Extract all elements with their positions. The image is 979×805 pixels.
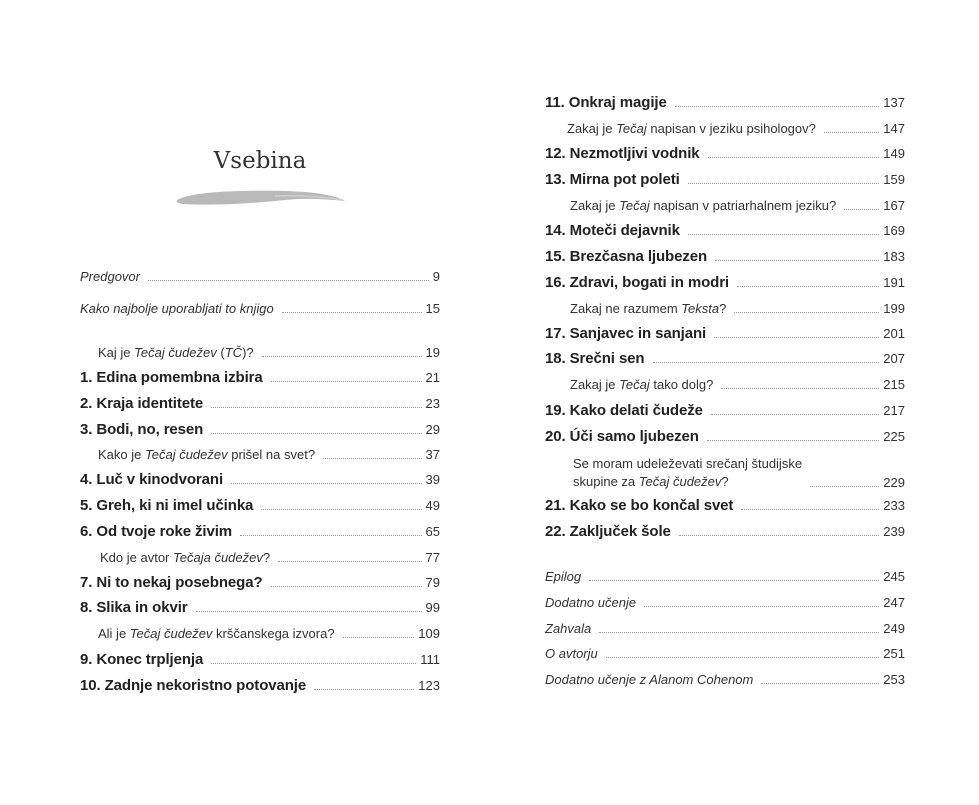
entry-title-text: 12. Nezmotljivi vodnik xyxy=(545,145,700,162)
entry-title-text: Ali je xyxy=(98,626,130,641)
entry-title xyxy=(545,621,591,637)
entry-title-text: 22. Zaključek šole xyxy=(545,523,671,540)
entry-title-line1: Se moram udeleževati srečanj študijske xyxy=(573,456,803,471)
entry-title-text: Zahvala xyxy=(545,621,592,636)
dot-leader xyxy=(262,356,422,357)
page-number: 191 xyxy=(883,275,905,290)
toc-chapter-entry[interactable] xyxy=(80,396,440,412)
toc-chapter-entry[interactable] xyxy=(545,275,905,291)
entry-title-italic: Tečaj čudežev xyxy=(638,474,722,489)
toc-chapter-entry[interactable] xyxy=(80,370,440,386)
dot-leader xyxy=(278,561,421,562)
page-number: 217 xyxy=(883,403,905,418)
dot-leader xyxy=(282,312,422,313)
entry-title-text: 3. Bodi, no, resen xyxy=(80,421,204,438)
page-number: 137 xyxy=(883,95,905,110)
dot-leader xyxy=(323,458,421,459)
page-number: 37 xyxy=(425,447,440,462)
entry-title xyxy=(80,396,203,412)
entry-title xyxy=(80,498,253,514)
page-number: 239 xyxy=(883,524,905,539)
toc-chapter-entry[interactable] xyxy=(80,600,440,616)
page-number: 149 xyxy=(883,146,905,161)
entry-title-text: 10. Zadnje nekoristno potovanje xyxy=(80,677,307,694)
entry-title-text: Kdo je avtor xyxy=(100,550,173,565)
toc-section-entry[interactable] xyxy=(545,595,905,611)
dot-leader xyxy=(715,260,879,261)
entry-title xyxy=(80,575,263,591)
dot-leader xyxy=(741,509,879,510)
page-number: 123 xyxy=(418,678,440,693)
entry-title-text: 5. Greh, ki ni imel učinka xyxy=(80,497,254,514)
entry-title-text: Zakaj je xyxy=(570,198,620,213)
dot-leader xyxy=(231,483,421,484)
dot-leader xyxy=(644,606,879,607)
dot-leader xyxy=(606,657,880,658)
entry-title-text: 6. Od tvoje roke živim xyxy=(80,523,233,540)
toc-chapter-entry[interactable] xyxy=(80,575,440,591)
toc-chapter-entry[interactable] xyxy=(545,429,905,445)
toc-chapter-entry[interactable] xyxy=(545,95,905,111)
dot-leader xyxy=(737,286,879,287)
entry-title xyxy=(545,223,680,239)
toc-chapter-entry[interactable] xyxy=(80,498,440,514)
page-number: 207 xyxy=(883,351,905,366)
entry-title xyxy=(80,301,274,317)
entry-title xyxy=(80,422,203,438)
entry-title-text: 11. Onkraj magije xyxy=(545,94,667,111)
entry-title-text: Predgovor xyxy=(80,269,140,284)
page-number: 225 xyxy=(883,429,905,444)
entry-title xyxy=(545,429,699,445)
dot-leader xyxy=(211,663,416,664)
entry-title-text: 7. Ni to nekaj posebnega? xyxy=(80,574,263,591)
toc-section-entry[interactable] xyxy=(545,569,905,585)
dot-leader xyxy=(824,132,879,133)
entry-title xyxy=(570,198,836,214)
toc-subsection-entry[interactable] xyxy=(573,455,905,491)
toc-chapter-entry[interactable] xyxy=(545,403,905,419)
page-number: 77 xyxy=(425,550,440,565)
entry-title xyxy=(80,600,188,616)
toc-section-entry[interactable] xyxy=(545,621,905,637)
entry-title-text: 2. Kraja identitete xyxy=(80,395,204,412)
toc-section-entry[interactable] xyxy=(80,301,440,317)
entry-title-italic: Tečaj čudežev xyxy=(129,626,213,641)
dot-leader xyxy=(734,312,879,313)
entry-title xyxy=(98,626,335,642)
dot-leader xyxy=(721,388,879,389)
entry-title-text: 1. Edina pomembna izbira xyxy=(80,369,263,386)
entry-title xyxy=(570,377,713,393)
entry-title-text: ( xyxy=(216,345,225,360)
page-number: 251 xyxy=(883,646,905,661)
page-number: 247 xyxy=(883,595,905,610)
entry-title-text: Dodatno učenje z Alanom Cohenom xyxy=(545,672,754,687)
entry-title-text: 21. Kako se bo končal svet xyxy=(545,497,734,514)
toc-subsection-entry[interactable] xyxy=(567,121,905,137)
page-number: 79 xyxy=(425,575,440,590)
entry-title xyxy=(545,351,645,367)
page-title: Vsebina xyxy=(213,148,307,174)
entry-title-text: 17. Sanjavec in sanjani xyxy=(545,325,707,342)
dot-leader xyxy=(599,632,879,633)
entry-title xyxy=(545,524,671,540)
toc-chapter-entry[interactable] xyxy=(545,172,905,188)
entry-title-text: Zakaj je xyxy=(567,121,617,136)
toc-section-entry[interactable] xyxy=(545,646,905,662)
entry-title xyxy=(80,524,232,540)
page-number: 201 xyxy=(883,326,905,341)
dot-leader xyxy=(761,683,879,684)
page-number: 49 xyxy=(425,498,440,513)
toc-chapter-entry[interactable] xyxy=(80,472,440,488)
entry-title xyxy=(545,403,703,419)
entry-title-text: Epilog xyxy=(545,569,582,584)
entry-title-text: Zakaj ne razumem xyxy=(570,301,682,316)
page-number: 245 xyxy=(883,569,905,584)
dot-leader xyxy=(688,234,879,235)
dot-leader xyxy=(589,580,879,581)
toc-subsection-entry[interactable] xyxy=(100,550,440,566)
dot-leader xyxy=(314,689,414,690)
toc-subsection-entry[interactable] xyxy=(570,198,905,214)
toc-section-entry[interactable] xyxy=(80,269,440,285)
toc-chapter-entry[interactable] xyxy=(545,146,905,162)
entry-title-text: 16. Zdravi, bogati in modri xyxy=(545,274,729,291)
toc-chapter-entry[interactable] xyxy=(545,524,905,540)
entry-title-text: 4. Luč v kinodvorani xyxy=(80,471,224,488)
page-number: 99 xyxy=(425,600,440,615)
dot-leader xyxy=(688,183,880,184)
page-number: 65 xyxy=(425,524,440,539)
entry-title xyxy=(100,550,270,566)
dot-leader xyxy=(240,535,422,536)
entry-title-text: 8. Slika in okvir xyxy=(80,599,188,616)
page-number: 19 xyxy=(425,345,440,360)
page-number: 39 xyxy=(425,472,440,487)
page-number: 253 xyxy=(883,672,905,687)
dot-leader xyxy=(679,535,880,536)
entry-title xyxy=(545,672,753,688)
dot-leader xyxy=(271,381,422,382)
dot-leader xyxy=(196,611,422,612)
entry-title-italic: Teksta xyxy=(681,301,720,316)
toc-chapter-entry[interactable] xyxy=(545,351,905,367)
entry-title xyxy=(545,646,598,662)
entry-title-text: 19. Kako delati čudeže xyxy=(545,402,703,419)
entry-title-text: 18. Srečni sen xyxy=(545,350,645,367)
page-number: 111 xyxy=(420,652,440,667)
entry-title-text: Kako je xyxy=(98,447,145,462)
page-number: 159 xyxy=(883,172,905,187)
page-number: 9 xyxy=(432,269,440,284)
entry-title xyxy=(545,95,667,111)
entry-title xyxy=(545,275,729,291)
page-number: 29 xyxy=(425,422,440,437)
entry-title-text: tako dolg? xyxy=(649,377,714,392)
entry-title-italic: Tečaja čudežev xyxy=(173,550,263,565)
dot-leader xyxy=(708,157,880,158)
entry-title-italic: Tečaj xyxy=(619,377,650,392)
entry-title-text: prišel na svet? xyxy=(227,447,316,462)
entry-title-text: O avtorju xyxy=(545,646,598,661)
toc-chapter-entry[interactable] xyxy=(545,249,905,265)
entry-title-text: krščanskega izvora? xyxy=(212,626,335,641)
entry-title xyxy=(545,595,636,611)
toc-subsection-entry[interactable] xyxy=(570,377,905,393)
toc-chapter-entry[interactable] xyxy=(545,326,905,342)
dot-leader xyxy=(707,440,880,441)
page-number: 215 xyxy=(883,377,905,392)
dot-leader xyxy=(714,337,879,338)
page-number: 21 xyxy=(425,370,440,385)
toc-chapter-entry[interactable] xyxy=(80,422,440,438)
page-number: 229 xyxy=(883,475,905,490)
toc-subsection-entry[interactable] xyxy=(98,447,440,463)
page-number: 233 xyxy=(883,498,905,513)
entry-title-italic: Tečaj xyxy=(616,121,647,136)
dot-leader xyxy=(211,433,421,434)
dot-leader xyxy=(711,414,879,415)
dot-leader xyxy=(675,106,880,107)
brush-stroke-decoration xyxy=(175,187,347,209)
entry-title-text: ? xyxy=(262,550,271,565)
entry-title-text: ? xyxy=(721,474,729,489)
entry-title-italic: TČ xyxy=(224,345,243,360)
toc-chapter-entry[interactable] xyxy=(80,524,440,540)
entry-title xyxy=(545,172,680,188)
entry-title-text: Zakaj je xyxy=(570,377,620,392)
page-number: 169 xyxy=(883,223,905,238)
entry-title-italic: Tečaj čudežev xyxy=(134,345,217,360)
page-number: 183 xyxy=(883,249,905,264)
entry-title-text: 14. Moteči dejavnik xyxy=(545,222,680,239)
page-number: 167 xyxy=(883,198,905,213)
page-number: 109 xyxy=(418,626,440,641)
toc-subsection-entry[interactable] xyxy=(98,626,440,642)
entry-title-text: skupine za xyxy=(573,474,639,489)
entry-title xyxy=(98,447,315,463)
entry-title xyxy=(80,652,203,668)
page-number: 199 xyxy=(883,301,905,316)
entry-title xyxy=(80,370,263,386)
entry-title-text: napisan v jeziku psihologov? xyxy=(646,121,816,136)
entry-title-text: 20. Úči samo ljubezen xyxy=(545,428,699,445)
entry-title xyxy=(570,301,726,317)
toc-subsection-entry[interactable] xyxy=(98,345,440,361)
entry-title xyxy=(573,455,802,491)
entry-title-text: Kako najbolje uporabljati to knjigo xyxy=(80,301,274,316)
entry-title xyxy=(545,249,707,265)
entry-title xyxy=(567,121,816,137)
entry-title xyxy=(545,326,706,342)
entry-title xyxy=(545,498,733,514)
entry-title-italic: Tečaj čudežev xyxy=(144,447,228,462)
entry-title-text: )? xyxy=(242,345,254,360)
dot-leader xyxy=(271,586,422,587)
toc-chapter-entry[interactable] xyxy=(545,498,905,514)
entry-title-text: napisan v patriarhalnem jeziku? xyxy=(649,198,837,213)
entry-title xyxy=(80,269,140,285)
dot-leader xyxy=(343,637,415,638)
page-number: 15 xyxy=(425,301,440,316)
entry-title xyxy=(545,569,581,585)
toc-chapter-entry[interactable] xyxy=(545,223,905,239)
entry-title-italic: Tečaj xyxy=(619,198,650,213)
dot-leader xyxy=(261,509,421,510)
page-number: 23 xyxy=(425,396,440,411)
dot-leader xyxy=(810,486,879,487)
toc-subsection-entry[interactable] xyxy=(570,301,905,317)
entry-title-text: Dodatno učenje xyxy=(545,595,637,610)
entry-title xyxy=(80,472,223,488)
entry-title xyxy=(545,146,700,162)
entry-title-text: 13. Mirna pot poleti xyxy=(545,171,680,188)
toc-chapter-entry[interactable] xyxy=(80,678,440,694)
dot-leader xyxy=(211,407,421,408)
page-number: 249 xyxy=(883,621,905,636)
page-number: 147 xyxy=(883,121,905,136)
entry-title-text: ? xyxy=(719,301,727,316)
entry-title-text: 9. Konec trpljenja xyxy=(80,651,204,668)
dot-leader xyxy=(148,280,429,281)
entry-title-text: 15. Brezčasna ljubezen xyxy=(545,248,708,265)
entry-title-text: Kaj je xyxy=(98,345,135,360)
entry-title xyxy=(80,678,306,694)
toc-section-entry[interactable] xyxy=(545,672,905,688)
entry-title xyxy=(98,345,254,361)
dot-leader xyxy=(653,362,880,363)
dot-leader xyxy=(844,209,879,210)
toc-chapter-entry[interactable] xyxy=(80,652,440,668)
